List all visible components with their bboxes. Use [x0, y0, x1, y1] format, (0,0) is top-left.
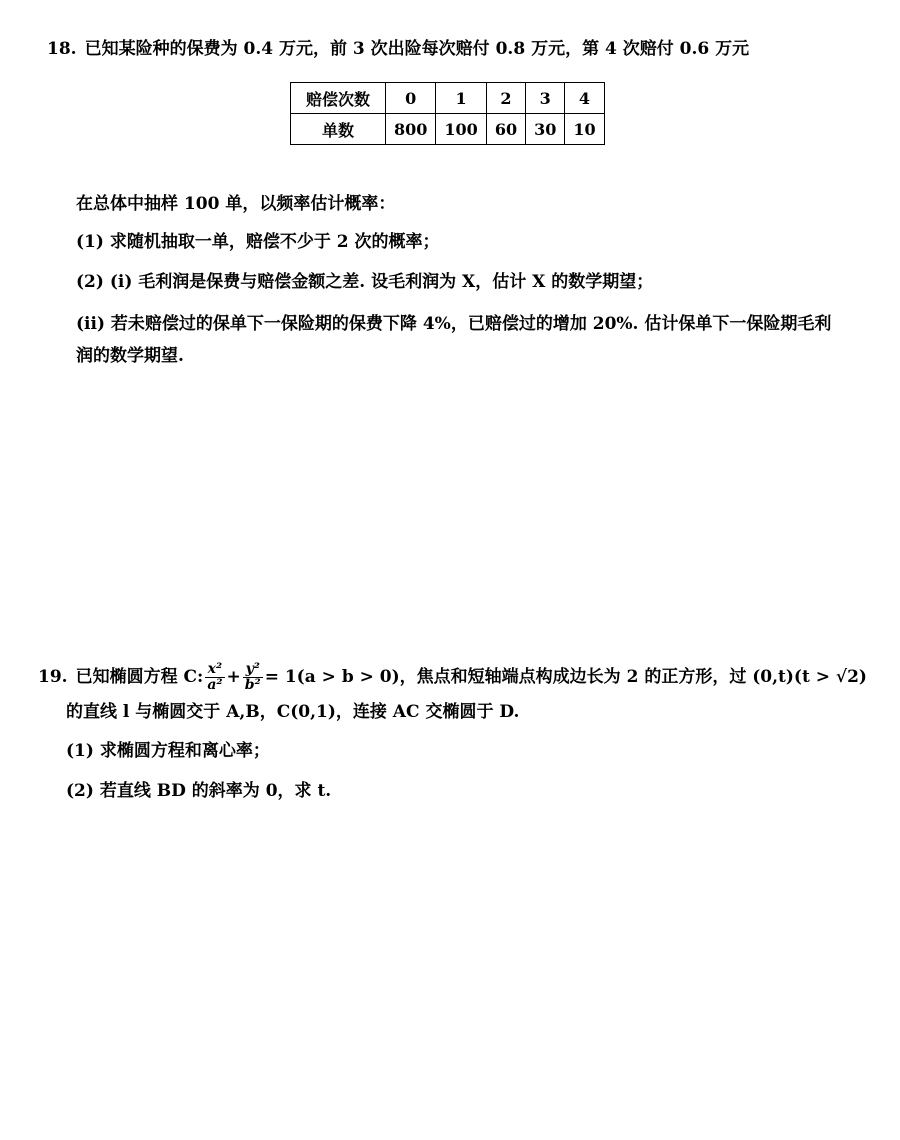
q18-part2ii-line2: 润的数学期望.: [76, 346, 184, 366]
fraction-numerator: x²: [205, 662, 224, 678]
q19-part2: (2) 若直线 BD 的斜率为 0，求 t.: [66, 781, 332, 801]
table-cell: 800: [386, 114, 436, 145]
q18-number: 18.: [47, 39, 77, 59]
fraction-numerator: y²: [243, 662, 263, 678]
table-cell: 30: [526, 114, 565, 145]
q18-stem-text: 已知某险种的保费为 0.4 万元，前 3 次出险每次赔付 0.8 万元，第 4 次赔付 0.6 万元: [84, 39, 750, 59]
table-cell: 10: [565, 114, 604, 145]
q18-stem: [47, 38, 749, 60]
q18-part2ii-line1: (ii) 若未赔偿过的保单下一保险期的保费下降 4%，已赔偿过的增加 20%. 估计保单下一保险期毛利: [76, 314, 832, 334]
fraction-denominator: a²: [207, 677, 223, 693]
q18-part2i: (2) (i) 毛利润是保费与赔偿金额之差. 设毛利润为 X，估计 X 的数学期望；: [76, 272, 654, 292]
q18-intro: 在总体中抽样 100 单，以频率估计概率：: [76, 194, 396, 214]
q19-part1: (1) 求椭圆方程和离心率；: [66, 741, 270, 761]
table-header-orders: 单数: [291, 114, 386, 145]
q19-plus: +: [226, 667, 241, 687]
q18-part1: (1) 求随机抽取一单，赔偿不少于 2 次的概率；: [76, 232, 440, 252]
table-cell: 4: [565, 83, 604, 114]
claims-table: [290, 82, 605, 145]
q19-number: 19.: [38, 667, 68, 687]
q19-stem-post: = 1(a > b > 0)，焦点和短轴端点构成边长为 2 的正方形，过 (0,t)(t > √2): [264, 667, 867, 687]
table-cell: 0: [386, 83, 436, 114]
table-cell: 3: [526, 83, 565, 114]
q19-fraction-x: [205, 662, 224, 693]
table-row-orders: [291, 114, 605, 145]
table-cell: 60: [486, 114, 525, 145]
q19-fraction-y: [243, 662, 263, 693]
table-row-claims: [291, 83, 605, 114]
table-cell: 1: [436, 83, 486, 114]
table-cell: 2: [486, 83, 525, 114]
fraction-denominator: b²: [244, 677, 261, 693]
q19-stem-pre: 已知椭圆方程 C:: [75, 667, 204, 687]
q19-stem-line2: 的直线 l 与椭圆交于 A,B，C(0,1)，连接 AC 交椭圆于 D.: [66, 702, 520, 722]
table-cell: 100: [436, 114, 486, 145]
q19-stem: [38, 660, 867, 694]
table-header-claims: 赔偿次数: [291, 83, 386, 114]
